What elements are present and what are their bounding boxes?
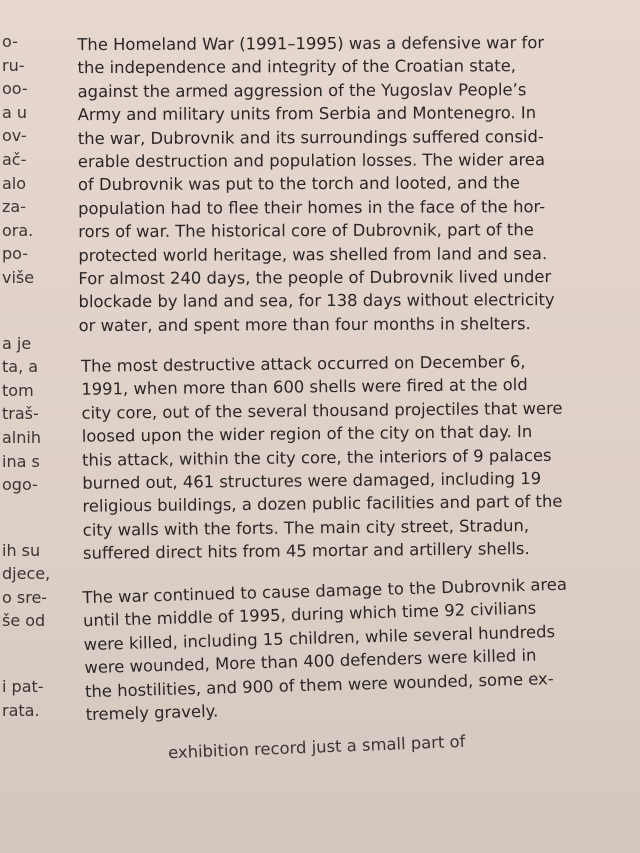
left-fragment: više (2, 267, 35, 287)
paragraph-december-attack (81, 350, 599, 566)
left-fragment (0, 633, 64, 654)
text-line: burned out, 461 structures were damaged, including 19 (82, 469, 542, 494)
english-text-column (78, 32, 598, 773)
left-fragment: alo (2, 173, 27, 193)
left-fragment: alnih (2, 427, 41, 447)
text-line: exhibition record just a small part of (167, 732, 466, 763)
left-fragment: ov- (2, 126, 27, 146)
adjacent-croatian-text-column (0, 30, 64, 722)
text-line: against the armed aggression of the Yugoslav People’s (77, 79, 527, 101)
text-line: The Homeland War (1991–1995) was a defensive war for (77, 33, 545, 55)
left-fragment: rata. (2, 700, 40, 720)
text-line: until the middle of 1995, during which time 92 civilians (82, 598, 537, 631)
text-line: rors of war. The historical core of Dubrovnik, part of the (78, 220, 534, 242)
text-line: religious buildings, a dozen public facilities and part of the (82, 492, 563, 517)
left-fragment: za- (2, 197, 26, 217)
text-line: the war, Dubrovnik and its surroundings suffered consid- (77, 126, 544, 148)
left-fragment: še od (2, 611, 46, 631)
left-fragment (0, 311, 64, 332)
text-line: Army and military units from Serbia and Montenegro. In (77, 103, 537, 125)
left-fragment: ih su (2, 540, 41, 560)
left-fragment (0, 654, 64, 675)
text-line: this attack, within the city core, the interiors of 9 palaces (81, 445, 552, 470)
text-line: city core, out of the several thousand projectiles that were (81, 398, 563, 423)
text-line: the hostilities, and 900 of them were wounded, some ex- (84, 668, 554, 701)
text-line: loosed upon the wider region of the city on that day. In (81, 422, 533, 447)
left-fragment (0, 290, 64, 311)
left-fragment: po- (2, 244, 29, 264)
text-line: the independence and integrity of the Croatian state, (77, 56, 517, 78)
text-line: were killed, including 15 children, while several hundreds (83, 621, 556, 654)
left-fragment: ina s (2, 451, 40, 471)
text-line: or water, and spent more than four months in shelters. (78, 314, 531, 336)
text-line: city walls with the forts. The main city street, Stradun, (82, 516, 530, 540)
text-line: protected world heritage, was shelled from land and sea. (78, 243, 548, 265)
left-fragment: ač- (2, 149, 27, 169)
left-fragment: traš- (2, 404, 39, 424)
left-fragment: djece, (2, 564, 51, 584)
text-line: erable destruction and population losses. The wider area (77, 150, 546, 172)
left-fragment: a je (2, 333, 32, 353)
left-fragment: o sre- (2, 587, 48, 607)
text-line: For almost 240 days, the people of Dubrovnik lived under (78, 267, 552, 289)
text-line: were wounded, More than 400 defenders were killed in (84, 645, 537, 678)
left-fragment: ora. (2, 220, 34, 240)
left-fragment: a u (2, 102, 28, 122)
text-line: suffered direct hits from 45 mortar and artillery shells. (82, 539, 530, 564)
paragraph-war-casualties (82, 572, 600, 727)
left-fragment: o- (2, 32, 18, 51)
text-line: population had to flee their homes in the face of the hor- (78, 196, 546, 218)
left-fragment (0, 497, 64, 518)
left-fragment: oo- (2, 79, 28, 99)
left-fragment: ogo- (2, 475, 38, 495)
left-fragment: ta, a (2, 357, 39, 377)
cut-off-paragraph (168, 725, 599, 765)
text-line: blockade by land and sea, for 138 days without electricity (78, 290, 555, 312)
left-fragment: i pat- (2, 677, 44, 697)
text-line: tremely gravely. (85, 701, 219, 725)
text-line: The war continued to cause damage to the Dubrovnik area (82, 574, 568, 608)
paragraph-homeland-war (77, 31, 598, 338)
left-fragment: ru- (2, 55, 25, 75)
text-line: of Dubrovnik was put to the torch and looted, and the (77, 173, 521, 195)
text-line: 1991, when more than 600 shells were fired at the old (81, 375, 528, 400)
text-line: The most destructive attack occurred on December 6, (80, 352, 526, 376)
left-fragment (0, 518, 64, 539)
left-fragment: tom (2, 380, 34, 400)
